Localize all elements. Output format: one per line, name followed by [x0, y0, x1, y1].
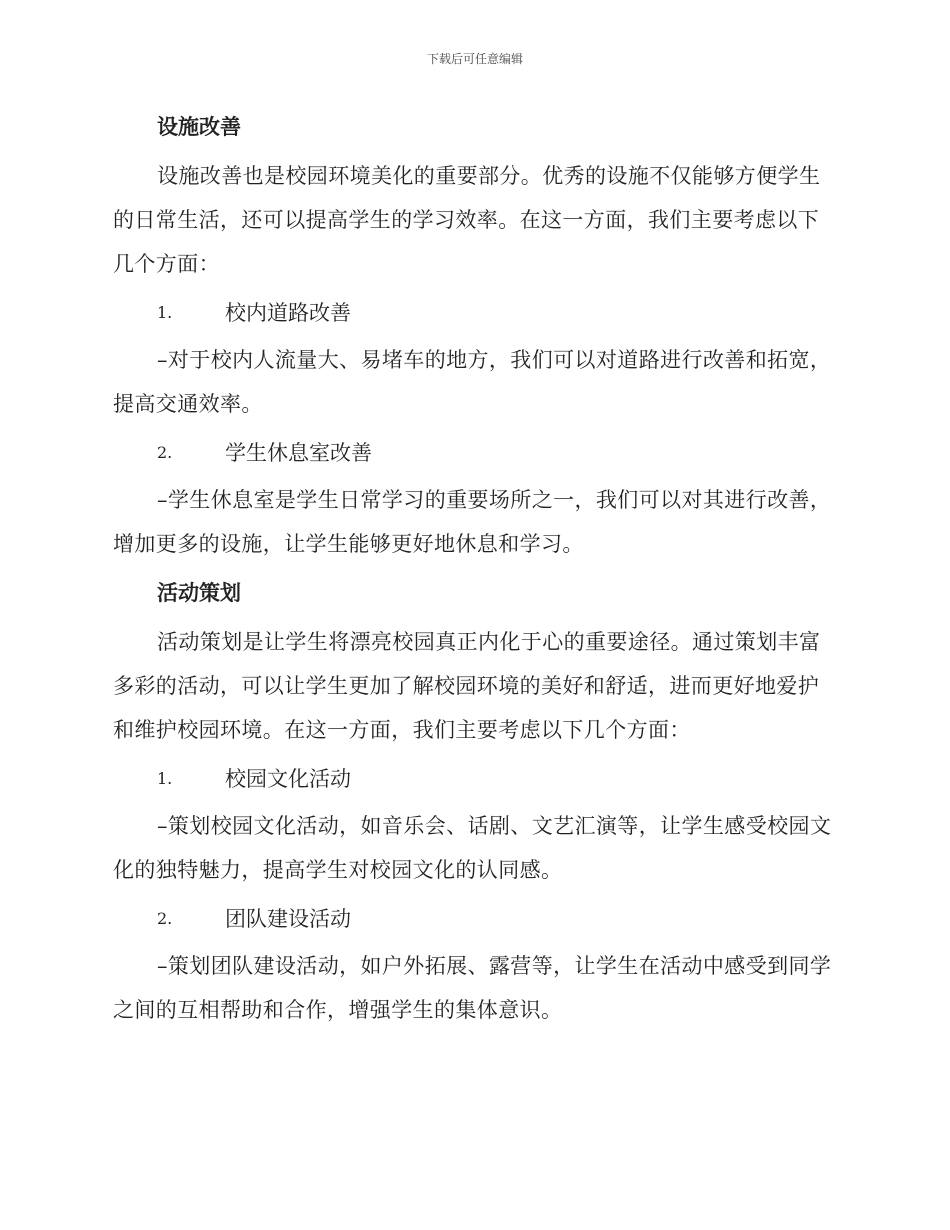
section-activities: [113, 576, 838, 1032]
list-detail: –学生休息室是学生日常学习的重要场所之一，我们可以对其进行改善，增加更多的设施，让学生能够更好地休息和学习。: [113, 488, 832, 556]
section-intro: 设施改善也是校园环境美化的重要部分。优秀的设施不仅能够方便学生的日常生活，还可以提高学生的学习效率。在这一方面，我们主要考虑以下几个方面：: [113, 164, 821, 276]
list-number: 1.: [157, 303, 173, 322]
list-item: [113, 762, 838, 796]
list-title: 团队建设活动: [225, 907, 351, 931]
section-heading: 活动策划: [157, 580, 241, 605]
list-detail: –对于校内人流量大、易堵车的地方，我们可以对道路进行改善和拓宽，提高交通效率。: [113, 348, 832, 416]
list-detail: –策划校园文化活动，如音乐会、话剧、文艺汇演等，让学生感受校园文化的独特魅力，提高学生对校园文化的认同感。: [113, 814, 832, 882]
section-intro: 活动策划是让学生将漂亮校园真正内化于心的重要途径。通过策划丰富多彩的活动，可以让学生更加了解校园环境的美好和舒适，进而更好地爱护和维护校园环境。在这一方面，我们主要考虑以下几个方面：: [113, 630, 821, 742]
list-item: [113, 296, 838, 330]
list-title: 校园文化活动: [225, 767, 351, 791]
list-title: 学生休息室改善: [225, 441, 372, 465]
document-body: [113, 100, 838, 1032]
list-number: 1.: [157, 769, 173, 788]
list-detail: –策划团队建设活动，如户外拓展、露营等，让学生在活动中感受到同学之间的互相帮助和合作，增强学生的集体意识。: [113, 954, 832, 1022]
page-header-note: 下载后可任意编辑: [426, 52, 523, 66]
list-title: 校内道路改善: [225, 301, 351, 325]
list-number: 2.: [157, 909, 173, 928]
section-heading: 设施改善: [157, 114, 241, 139]
list-item: [113, 436, 838, 470]
section-facility: [113, 110, 838, 566]
list-number: 2.: [157, 443, 173, 462]
list-item: [113, 902, 838, 936]
